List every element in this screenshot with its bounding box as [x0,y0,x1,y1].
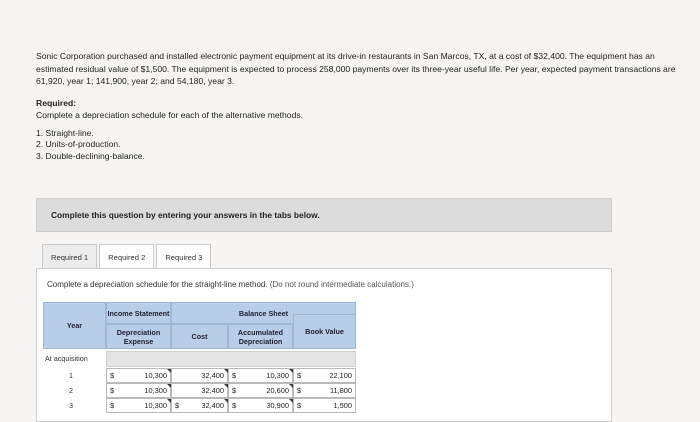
tab-required-2[interactable]: Required 2 [99,244,154,269]
depreciation-input[interactable]: $ 10,300 [106,368,171,383]
panel-instruction-note: (Do not round intermediate calculations.) [269,280,414,289]
panel-instruction [47,280,414,289]
cost-input[interactable]: 32,400 [171,368,228,383]
problem-statement [36,50,676,162]
year-label: 1 [69,371,73,380]
answer-panel [36,268,612,422]
panel-instruction-text: Complete a depreciation schedule for the straight-line method. [47,280,268,289]
problem-text: Sonic Corporation purchased and installed electronic payment equipment at its drive-in restaurants in San Marcos, TX, at a cost of $32,400. The equipment has an estimated residual value of $1,500. The equipment is expected to process 258,000 payments over its three-year useful life. Per year, expected payment transactions are 61,920, year 1; 141,900, year 2; and 54,180, year 3. [36,51,676,86]
depreciation-input[interactable]: $ 10,300 [106,398,171,413]
acquisition-row-fill [106,351,356,367]
header-income-statement: Income Statement [106,302,171,324]
accumulated-depreciation-input[interactable]: $ 10,300 [228,368,293,383]
header-year: Year [43,302,106,349]
step-item: 3. Double-declining-balance. [36,150,145,161]
depreciation-input[interactable]: $ 10,300 [106,383,171,398]
acquisition-label: At acquisition [45,354,88,363]
tab-required-3[interactable]: Required 3 [156,244,211,269]
tab-required-1[interactable]: Required 1 [42,244,97,269]
accumulated-depreciation-input[interactable]: $ 30,900 [228,398,293,413]
book-value-input[interactable]: $ 1,500 [293,398,356,413]
required-text: Complete a depreciation schedule for each of the alternative methods. [36,110,304,120]
header-depreciation-expense: Depreciation Expense [106,324,171,349]
header-balance-sheet: Balance Sheet [171,302,356,324]
book-value-input[interactable]: $ 11,800 [293,383,356,398]
cost-input[interactable]: 32,400 [171,383,228,398]
year-label: 2 [69,386,73,395]
cost-input[interactable]: $ 32,400 [171,398,228,413]
header-book-value: Book Value [293,314,356,349]
required-heading: Required: [36,97,77,108]
header-accumulated-depreciation: Accumulated Depreciation [228,324,293,349]
required-steps [36,128,676,163]
step-item: 1. Straight-line. [36,127,94,138]
header-cost: Cost [171,324,228,349]
step-item: 2. Units-of-production. [36,139,121,149]
instruction-bar: Complete this question by entering your answers in the tabs below. [36,198,612,232]
tab-bar [42,244,213,269]
accumulated-depreciation-input[interactable]: $ 20,600 [228,383,293,398]
book-value-input[interactable]: $ 22,100 [293,368,356,383]
year-label: 3 [69,401,73,410]
